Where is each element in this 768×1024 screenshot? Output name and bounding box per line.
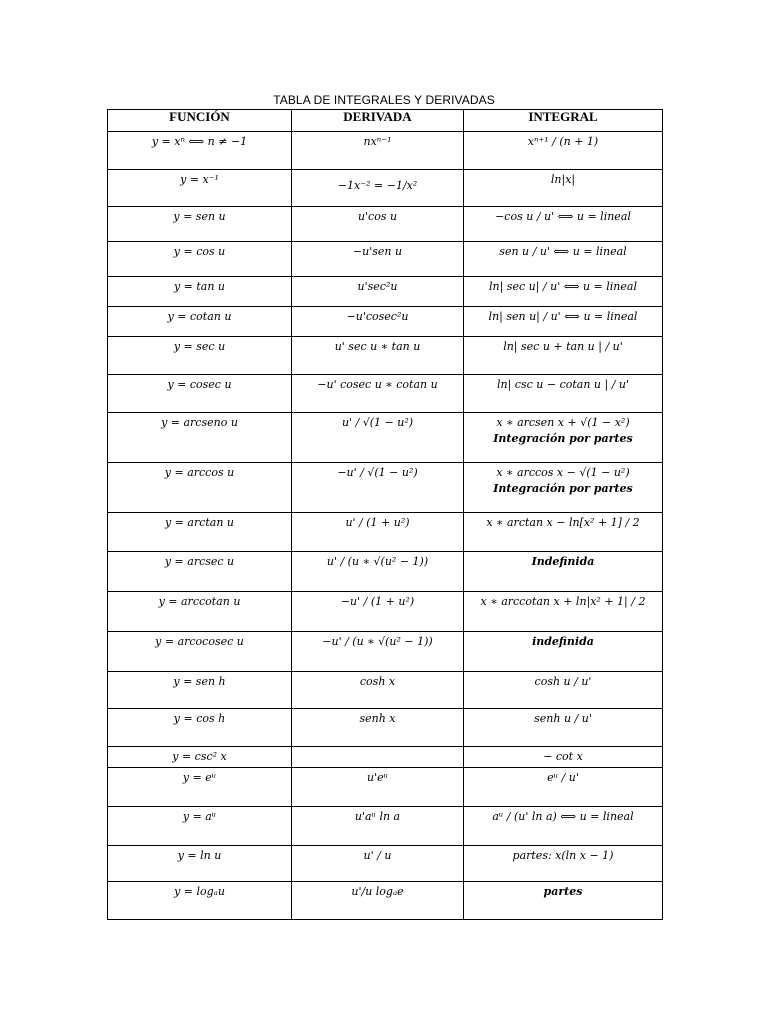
derivada-cell: u' / (u ∗ √(u² − 1)): [292, 552, 464, 592]
integral-cell: ln| sec u| / u' ⟺ u = lineal: [464, 277, 663, 307]
table-row: [108, 592, 663, 632]
derivada-cell: −u' cosec u ∗ cotan u: [292, 375, 464, 413]
derivada-cell: u'/u logₐe: [292, 882, 464, 920]
funcion-cell: y = arcsec u: [108, 552, 292, 592]
integral-cell: xⁿ⁺¹ / (n + 1): [464, 132, 663, 170]
derivada-cell: u'sec²u: [292, 277, 464, 307]
integral-cell: −cos u / u' ⟺ u = lineal: [464, 207, 663, 242]
funcion-cell: y = cosec u: [108, 375, 292, 413]
derivada-cell: −u' / (u ∗ √(u² − 1)): [292, 632, 464, 672]
derivada-cell: cosh x: [292, 672, 464, 709]
derivada-cell: u' / (1 + u²): [292, 513, 464, 552]
integral-cell: Indefinida: [464, 552, 663, 592]
integral-cell: partes: x(ln x − 1): [464, 846, 663, 882]
funcion-cell: y = cos u: [108, 242, 292, 277]
funcion-cell: y = x⁻¹: [108, 170, 292, 207]
table-row: [108, 552, 663, 592]
table-row: [108, 747, 663, 768]
integral-cell: indefinida: [464, 632, 663, 672]
table-row: [108, 207, 663, 242]
integral-cell: sen u / u' ⟺ u = lineal: [464, 242, 663, 277]
table-row: [108, 513, 663, 552]
funcion-cell: y = ln u: [108, 846, 292, 882]
table-row: [108, 846, 663, 882]
table-row: [108, 242, 663, 277]
derivada-cell: −u' / √(1 − u²): [292, 463, 464, 513]
derivada-cell: u' sec u ∗ tan u: [292, 337, 464, 375]
funcion-cell: y = sec u: [108, 337, 292, 375]
table-row: [108, 882, 663, 920]
table-row: [108, 768, 663, 807]
table-row: [108, 413, 663, 463]
table-row: [108, 132, 663, 170]
integral-cell: [464, 413, 663, 463]
header-derivada: DERIVADA: [292, 110, 464, 132]
funcion-cell: y = eᵘ: [108, 768, 292, 807]
derivada-cell: nxⁿ⁻¹: [292, 132, 464, 170]
integral-cell: x ∗ arctan x − ln[x² + 1] / 2: [464, 513, 663, 552]
table-row: [108, 463, 663, 513]
table-row: [108, 277, 663, 307]
table-row: [108, 375, 663, 413]
integral-cell: cosh u / u': [464, 672, 663, 709]
derivada-cell: u'aᵘ ln a: [292, 807, 464, 846]
table-row: [108, 307, 663, 337]
integral-cell: senh u / u': [464, 709, 663, 747]
funcion-cell: y = arccotan u: [108, 592, 292, 632]
derivada-cell: u'eᵘ: [292, 768, 464, 807]
funcion-cell: y = sen h: [108, 672, 292, 709]
table-row: [108, 170, 663, 207]
funcion-cell: y = xⁿ ⟺ n ≠ −1: [108, 132, 292, 170]
integral-note: Integración por partes: [493, 432, 633, 445]
funcion-cell: y = tan u: [108, 277, 292, 307]
integral-text: x ∗ arcsen x + √(1 − x²): [496, 416, 630, 429]
integral-cell: ln| sen u| / u' ⟺ u = lineal: [464, 307, 663, 337]
page-title: TABLA DE INTEGRALES Y DERIVADAS: [273, 93, 495, 107]
funcion-cell: y = logₐu: [108, 882, 292, 920]
table-row: [108, 709, 663, 747]
funcion-cell: y = sen u: [108, 207, 292, 242]
funcion-cell: y = aᵘ: [108, 807, 292, 846]
funcion-cell: y = cos h: [108, 709, 292, 747]
integral-note: Integración por partes: [493, 482, 633, 495]
derivada-cell: −u'cosec²u: [292, 307, 464, 337]
derivada-cell: −u'sen u: [292, 242, 464, 277]
integral-text: x ∗ arccos x − √(1 − u²): [496, 466, 630, 479]
funcion-cell: y = csc² x: [108, 747, 292, 768]
integral-cell: aᵘ / (u' ln a) ⟺ u = lineal: [464, 807, 663, 846]
derivada-cell: −1x⁻² = −1/x²: [292, 170, 464, 207]
integral-cell: ln| sec u + tan u | / u': [464, 337, 663, 375]
formula-table: [107, 109, 663, 920]
table-header-row: [108, 110, 663, 132]
table-row: [108, 807, 663, 846]
integral-cell: [464, 463, 663, 513]
derivada-cell: u' / u: [292, 846, 464, 882]
integral-cell: partes: [464, 882, 663, 920]
integral-cell: ln|x|: [464, 170, 663, 207]
table-row: [108, 337, 663, 375]
funcion-cell: y = cotan u: [108, 307, 292, 337]
header-funcion: FUNCIÓN: [108, 110, 292, 132]
derivada-cell: u'cos u: [292, 207, 464, 242]
funcion-cell: y = arcseno u: [108, 413, 292, 463]
derivada-cell: u' / √(1 − u²): [292, 413, 464, 463]
derivada-cell: [292, 747, 464, 768]
derivada-cell: senh x: [292, 709, 464, 747]
table-row: [108, 672, 663, 709]
funcion-cell: y = arctan u: [108, 513, 292, 552]
table-row: [108, 632, 663, 672]
integral-cell: eᵘ / u': [464, 768, 663, 807]
header-integral: INTEGRAL: [464, 110, 663, 132]
integral-cell: x ∗ arccotan x + ln|x² + 1| / 2: [464, 592, 663, 632]
integral-cell: ln| csc u − cotan u | / u': [464, 375, 663, 413]
derivada-cell: −u' / (1 + u²): [292, 592, 464, 632]
integral-cell: − cot x: [464, 747, 663, 768]
funcion-cell: y = arccos u: [108, 463, 292, 513]
funcion-cell: y = arcocosec u: [108, 632, 292, 672]
